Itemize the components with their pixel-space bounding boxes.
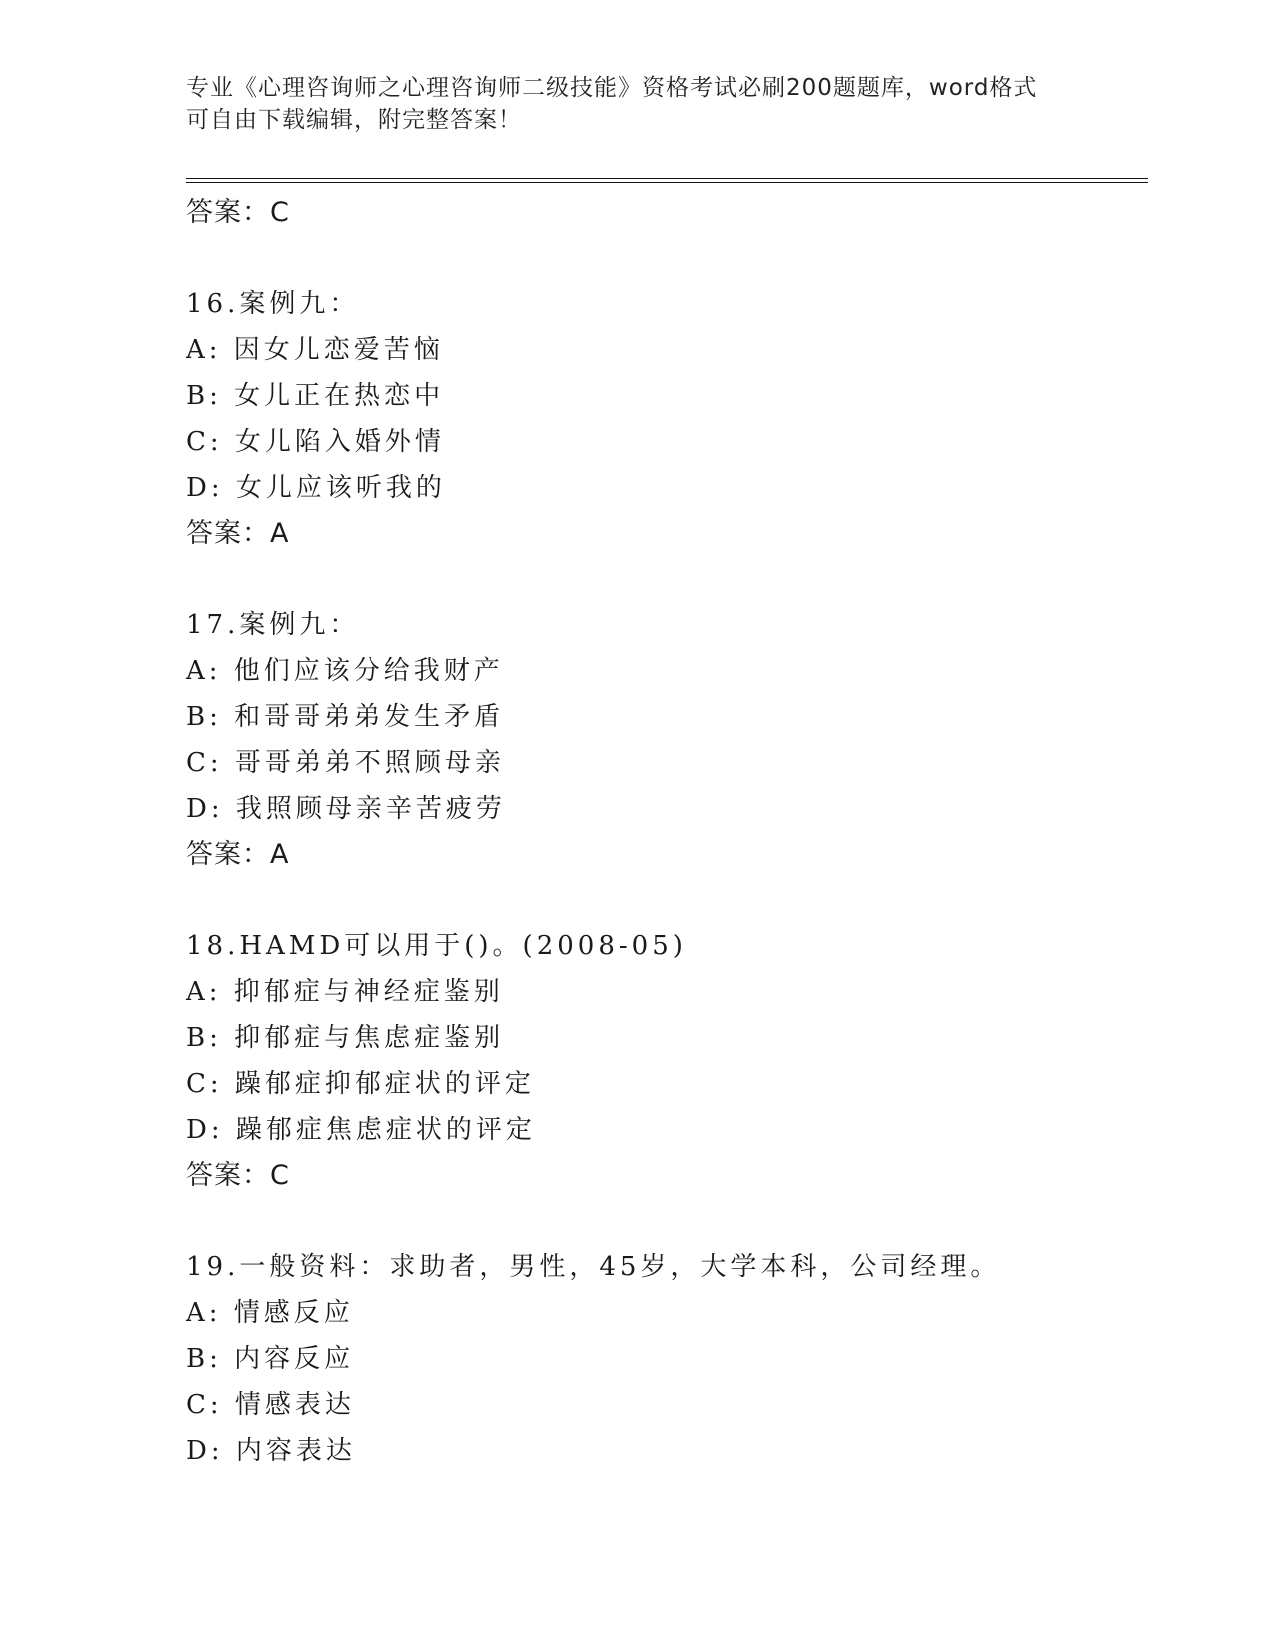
option-a: A: 抑郁症与神经症鉴别 bbox=[186, 977, 504, 1007]
answer-line: 答案：C bbox=[186, 1160, 290, 1191]
question-16 bbox=[186, 281, 1146, 557]
spacer bbox=[186, 236, 1146, 281]
option-d: D: 我照顾母亲辛苦疲劳 bbox=[186, 794, 506, 824]
option-b: B: 内容反应 bbox=[186, 1344, 355, 1374]
question-19 bbox=[186, 1244, 1146, 1474]
answer-line: 答案：A bbox=[186, 518, 290, 549]
header-line-2: 可自由下载编辑，附完整答案！ bbox=[186, 107, 522, 133]
option-b: B: 抑郁症与焦虑症鉴别 bbox=[186, 1023, 505, 1053]
option-a: A: 因女儿恋爱苦恼 bbox=[186, 335, 444, 365]
option-d: D: 躁郁症焦虑症状的评定 bbox=[186, 1115, 536, 1145]
header-line-1: 专业《心理咨询师之心理咨询师二级技能》资格考试必刷200题题库，word格式 bbox=[186, 75, 1038, 101]
answer-line: 答案：C bbox=[186, 197, 290, 228]
option-a: A: 他们应该分给我财产 bbox=[186, 656, 504, 686]
spacer bbox=[186, 878, 1146, 923]
question-17 bbox=[186, 602, 1146, 878]
header-divider-bottom bbox=[186, 182, 1148, 183]
option-d: D: 内容表达 bbox=[186, 1436, 356, 1466]
document-body bbox=[186, 190, 1146, 1474]
question-stem: 17.案例九： bbox=[186, 610, 360, 640]
answer-line: 答案：A bbox=[186, 839, 290, 870]
question-stem: 16.案例九： bbox=[186, 289, 360, 319]
option-b: B: 女儿正在热恋中 bbox=[186, 381, 445, 411]
option-c: C: 躁郁症抑郁症状的评定 bbox=[186, 1069, 535, 1099]
option-a: A: 情感反应 bbox=[186, 1298, 354, 1328]
spacer bbox=[186, 557, 1146, 602]
question-stem: 18.HAMD可以用于()。(2008-05) bbox=[186, 931, 687, 961]
header-divider-top bbox=[186, 178, 1148, 179]
question-stem: 19.一般资料：求助者，男性，45岁，大学本科，公司经理。 bbox=[186, 1252, 1001, 1282]
option-c: C: 哥哥弟弟不照顾母亲 bbox=[186, 748, 505, 778]
question-18 bbox=[186, 923, 1146, 1199]
option-d: D: 女儿应该听我的 bbox=[186, 473, 446, 503]
document-header bbox=[186, 72, 1086, 136]
option-c: C: 情感表达 bbox=[186, 1390, 355, 1420]
option-c: C: 女儿陷入婚外情 bbox=[186, 427, 445, 457]
option-b: B: 和哥哥弟弟发生矛盾 bbox=[186, 702, 505, 732]
spacer bbox=[186, 1199, 1146, 1244]
